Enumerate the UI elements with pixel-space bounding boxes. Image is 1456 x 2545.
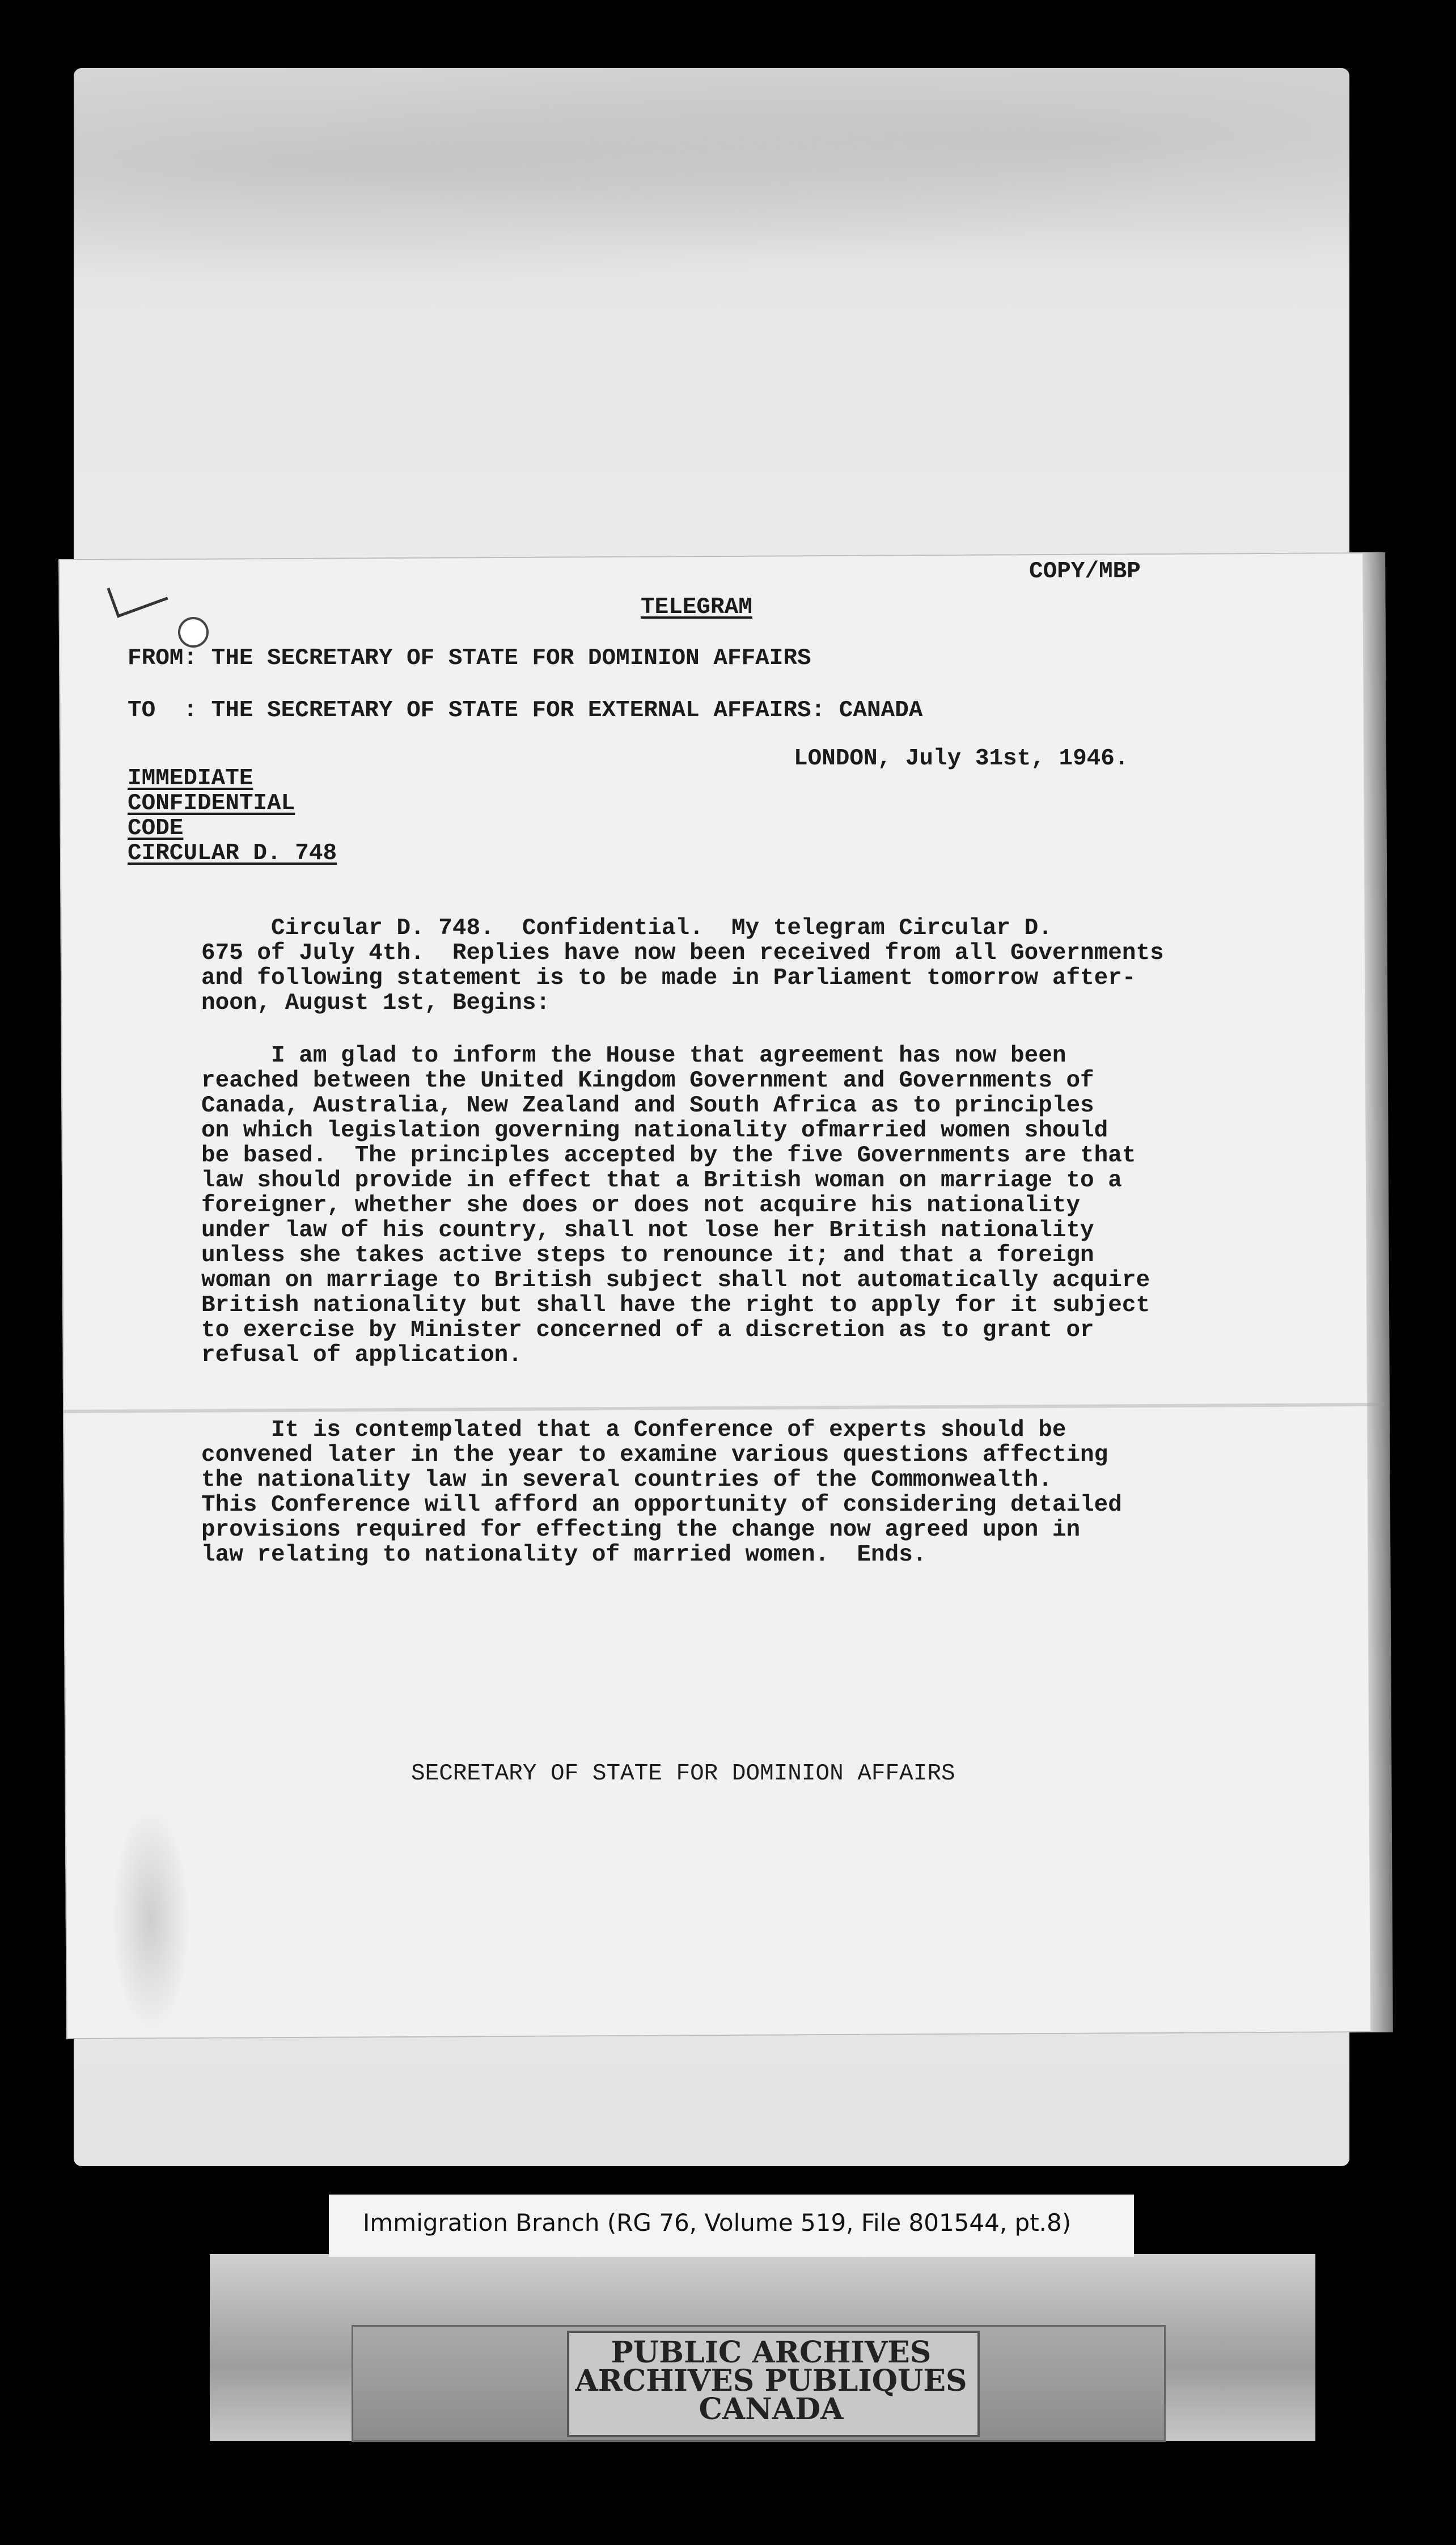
text-line: be based. The principles accepted by the five Governments are that xyxy=(201,1143,1136,1169)
text-line: under law of his country, shall not lose her British nationality xyxy=(201,1217,1094,1244)
paper-stain xyxy=(111,1806,191,2034)
text-line: noon, August 1st, Begins: xyxy=(201,990,551,1016)
classification-confidential: CONFIDENTIAL xyxy=(128,790,295,817)
text-line: and following statement is to be made in Parliament tomorrow after- xyxy=(201,965,1136,991)
text-line: law should provide in effect that a British woman on marriage to a xyxy=(201,1168,1122,1194)
text-line: This Conference will afford an opportunity of considering detailed xyxy=(201,1492,1122,1518)
place-date: LONDON, July 31st, 1946. xyxy=(794,746,1129,772)
classification-immediate: IMMEDIATE xyxy=(128,766,253,792)
text-line: convened later in the year to examine various questions affecting xyxy=(201,1442,1108,1468)
classification-code: CODE xyxy=(128,815,184,842)
text-line: British nationality but shall have the right to apply for it subject xyxy=(201,1292,1150,1318)
text-line: provisions required for effecting the change now agreed upon in xyxy=(201,1517,1081,1543)
text-line: foreigner, whether she does or does not acquire his nationality xyxy=(201,1193,1081,1219)
to-line: TO : THE SECRETARY OF STATE FOR EXTERNAL AFFAIRS: CANADA xyxy=(128,697,923,724)
copy-mark: COPY/MBP xyxy=(1029,559,1141,585)
stamp-line-1: PUBLIC ARCHIVES xyxy=(611,2335,932,2370)
text-line: woman on marriage to British subject shall not automatically acquire xyxy=(201,1267,1150,1293)
stamp-line-3: CANADA xyxy=(699,2392,844,2426)
text-line: law relating to nationality of married women. Ends. xyxy=(201,1542,927,1568)
classification-circular: CIRCULAR D. 748 xyxy=(128,840,337,866)
archive-reference-label: Immigration Branch (RG 76, Volume 519, File 801544, pt.8) xyxy=(363,2209,1072,2237)
from-line: FROM: THE SECRETARY OF STATE FOR DOMINION AFFAIRS xyxy=(128,645,811,671)
text-line: the nationality law in several countries of the Commonwealth. xyxy=(201,1467,1052,1493)
text-line: It is contemplated that a Conference of experts should be xyxy=(201,1417,1066,1443)
signature-line: SECRETARY OF STATE FOR DOMINION AFFAIRS xyxy=(411,1761,955,1787)
paper-fold-shading xyxy=(74,68,1349,306)
text-line: 675 of July 4th. Replies have now been received from all Governments xyxy=(201,940,1164,966)
text-line: Circular D. 748. Confidential. My telegram Circular D. xyxy=(201,915,1052,941)
text-line: refusal of application. xyxy=(201,1342,522,1368)
text-line: to exercise by Minister concerned of a discretion as to grant or xyxy=(201,1317,1094,1343)
text-line: unless she takes active steps to renounce it; and that a foreign xyxy=(201,1242,1094,1269)
punch-hole xyxy=(180,619,206,645)
text-line: on which legislation governing nationality ofmarried women should xyxy=(201,1118,1108,1144)
document-heading: TELEGRAM xyxy=(641,594,752,620)
text-line: Canada, Australia, New Zealand and South Africa as to principles xyxy=(201,1093,1094,1119)
fold-crease xyxy=(63,1403,1384,1413)
sheet-edge xyxy=(1362,552,1393,2032)
text-line: I am glad to inform the House that agreement has now been xyxy=(201,1043,1066,1069)
stamp-line-2: ARCHIVES PUBLIQUES xyxy=(575,2364,967,2398)
text-line: reached between the United Kingdom Government and Governments of xyxy=(201,1068,1094,1094)
